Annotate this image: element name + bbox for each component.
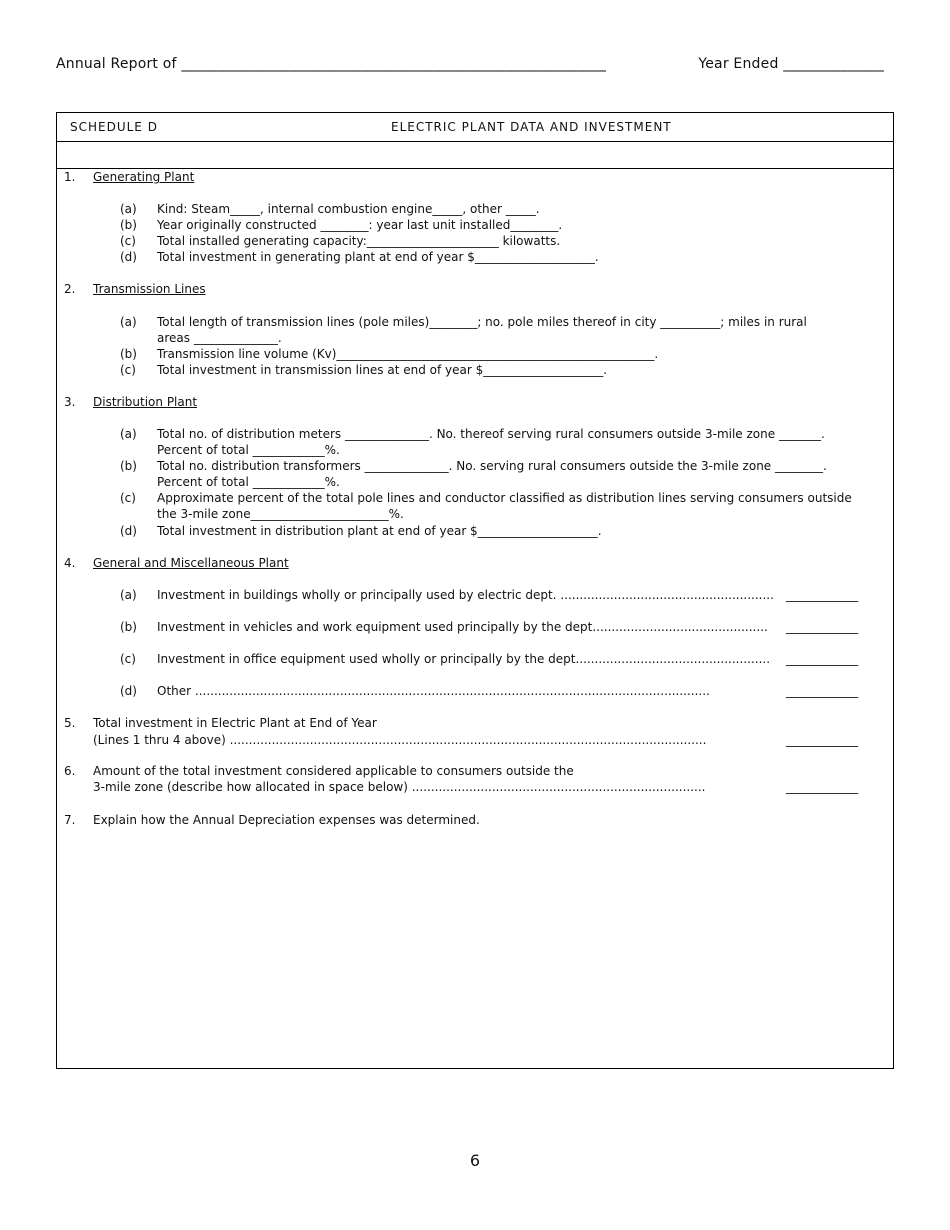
schedule-box [56,112,894,1069]
section-heading: General and Miscellaneous Plant [93,556,289,570]
item-label: (c) [120,234,136,248]
item-text[interactable]: Total investment in generating plant at end of year $____________________. [157,250,599,264]
item-label: (b) [120,218,137,232]
schedule-header-row [57,113,893,142]
item-text[interactable]: Transmission line volume (Kv)_____________________________________________________. [157,347,659,361]
item-text[interactable]: Approximate percent of the total pole lines and conductor classified as distribution lines serving consumers outside [157,491,852,505]
section-number: 3. [64,395,76,409]
amount-blank[interactable]: ____________ [786,588,858,602]
section-number: 6. [64,764,76,778]
item-label: (a) [120,588,137,602]
item-label: (b) [120,347,137,361]
blank-row [57,142,893,169]
item-text[interactable]: Total investment in distribution plant at end of year $____________________. [157,524,602,538]
item-label: (d) [120,250,137,264]
item-label: (b) [120,459,137,473]
item-text: Investment in buildings wholly or principally used by electric dept. ........................................................ [157,588,774,602]
item-text[interactable]: Year originally constructed ________: year last unit installed________. [157,218,563,232]
section-heading: Generating Plant [93,170,195,184]
section-text: Total investment in Electric Plant at End of Year [93,716,377,730]
section-heading: Transmission Lines [93,282,206,296]
section-number: 5. [64,716,76,730]
item-text-continued[interactable]: the 3-mile zone_______________________%. [157,507,404,521]
section-text-continued: 3-mile zone (describe how allocated in space below) ............................................................................. [93,780,706,794]
item-label: (c) [120,491,136,505]
item-text: Investment in office equipment used wholly or principally by the dept................................................... [157,652,771,666]
amount-blank[interactable]: ____________ [786,652,858,666]
item-label: (d) [120,684,137,698]
item-label: (a) [120,427,137,441]
item-label: (c) [120,363,136,377]
item-text[interactable]: Total no. distribution transformers ______________. No. serving rural consumers outside the 3-mile zone ________. [157,459,827,473]
report-header [56,56,884,72]
item-text[interactable]: Kind: Steam_____, internal combustion engine_____, other _____. [157,202,540,216]
item-text[interactable]: Total no. of distribution meters ______________. No. thereof serving rural consumers outside 3-mile zone _______. [157,427,825,441]
section-text: Amount of the total investment considered applicable to consumers outside the [93,764,574,778]
depreciation-explanation-area[interactable] [93,833,883,1058]
page-number: 6 [469,1151,481,1170]
section-text-continued: (Lines 1 thru 4 above) ............................................................................................................................. [93,733,707,747]
item-text-continued[interactable]: Percent of total ____________%. [157,443,340,457]
amount-blank[interactable]: ____________ [786,733,858,747]
item-text-continued[interactable]: areas ______________. [157,331,282,345]
item-text: Investment in vehicles and work equipment used principally by the dept.............................................. [157,620,768,634]
year-ended-field[interactable]: Year Ended ______________ [698,56,884,72]
schedule-id: SCHEDULE D [70,120,158,134]
section-number: 2. [64,282,76,296]
section-heading: Distribution Plant [93,395,198,409]
item-text: Other ....................................................................................................................................... [157,684,710,698]
amount-blank[interactable]: ____________ [786,780,858,794]
section-number: 4. [64,556,76,570]
section-number: 1. [64,170,76,184]
amount-blank[interactable]: ____________ [786,684,858,698]
section-text: Explain how the Annual Depreciation expenses was determined. [93,813,480,827]
item-label: (d) [120,524,137,538]
item-text-continued[interactable]: Percent of total ____________%. [157,475,340,489]
item-label: (c) [120,652,136,666]
item-text[interactable]: Total length of transmission lines (pole miles)________; no. pole miles thereof in city __________; miles in rural [157,315,807,329]
item-label: (b) [120,620,137,634]
item-text[interactable]: Total installed generating capacity:______________________ kilowatts. [157,234,561,248]
item-text[interactable]: Total investment in transmission lines at end of year $____________________. [157,363,608,377]
amount-blank[interactable]: ____________ [786,620,858,634]
section-number: 7. [64,813,76,827]
item-label: (a) [120,202,137,216]
item-label: (a) [120,315,137,329]
annual-report-of-field[interactable]: Annual Report of ___________________________________________________________ [56,56,607,72]
schedule-title: ELECTRIC PLANT DATA AND INVESTMENT [391,120,672,134]
